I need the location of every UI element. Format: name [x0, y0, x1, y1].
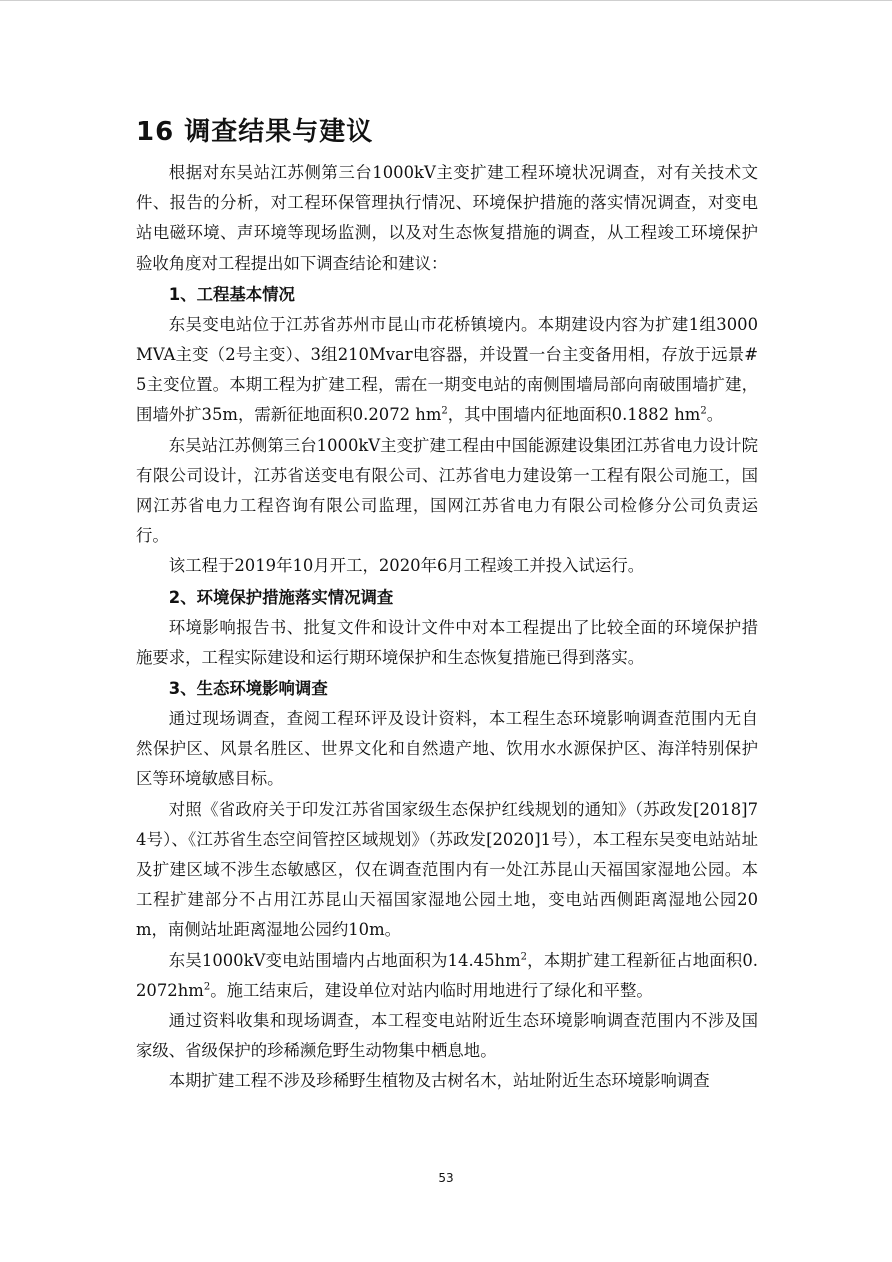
superscript-2: 2: [441, 405, 448, 417]
paragraph-3-3-text-a: 东吴1000kV变电站围墙内占地面积为14.45hm: [168, 950, 521, 970]
paragraph-1-1: [136, 310, 758, 431]
subsection-title-1: 1、工程基本情况: [168, 284, 295, 304]
section-heading: 16 调查结果与建议: [136, 117, 374, 147]
top-border-line: [0, 0, 892, 1]
subsection-title-3: 3、生态环境影响调查: [168, 679, 328, 699]
superscript-2: 2: [203, 981, 211, 993]
paragraph-3-3-text-b: ，本期扩建工程新征占地面积0.2072hm: [136, 950, 758, 1000]
paragraph-2-1: 环境影响报告书、批复文件和设计文件中对本工程提出了比较全面的环境保护措施要求，工程实际建设和运行期环境保护和生态恢复措施已得到落实。: [136, 617, 758, 667]
page-number: 53: [438, 1171, 454, 1185]
paragraph-3-5: 本期扩建工程不涉及珍稀野生植物及古树名木，站址附近生态环境影响调查: [168, 1071, 710, 1091]
superscript-2: 2: [520, 951, 528, 963]
paragraph-3-2: 对照《省政府关于印发江苏省国家级生态保护红线规划的通知》（苏政发[2018]74号）、《江苏省生态空间管控区域规划》（苏政发[2020]1号），本工程东吴变电站站址及扩建区域不涉生态敏感区，仅在调查范围内有一处江苏昆山天福国家湿地公园。本工程扩建部分不占用江苏昆山天福国家湿地公园土地，变电站西侧距离湿地公园20m，南侧站址距离湿地公园约10m。: [136, 799, 758, 940]
paragraph-1-1-text-a: 东吴变电站位于江苏省苏州市昆山市花桥镇境内。本期建设内容为扩建1组3000MVA主变（2号主变）、3组210Mvar电容器，并设置一台主变备用相，存放于远景#5主变位置。本期工程为扩建工程，需在一期变电站的南侧围墙局部向南破围墙扩建，围墙外扩35m，需新征地面积0.2072 hm: [136, 314, 758, 425]
superscript-2: 2: [700, 405, 707, 417]
paragraph-1-3: 该工程于2019年10月开工，2020年6月工程竣工并投入试运行。: [168, 556, 645, 576]
intro-paragraph: 根据对东吴站江苏侧第三台1000kV主变扩建工程环境状况调查，对有关技术文件、报告的分析，对工程环保管理执行情况、环境保护措施的落实情况调查，对变电站电磁环境、声环境等现场监测，以及对生态恢复措施的调查，从工程竣工环境保护验收角度对工程提出如下调查结论和建议：: [136, 163, 758, 273]
paragraph-3-3-text-c: 。施工结束后，建设单位对站内临时用地进行了绿化和平整。: [210, 980, 653, 1000]
paragraph-3-3: [136, 946, 758, 1006]
paragraph-1-1-text-b: ，其中围墙内征地面积0.1882 hm: [447, 405, 701, 425]
paragraph-3-4: 通过资料收集和现场调查，本工程变电站附近生态环境影响调查范围内不涉及国家级、省级保护的珍稀濒危野生动物集中栖息地。: [136, 1011, 758, 1061]
paragraph-1-2: 东吴站江苏侧第三台1000kV主变扩建工程由中国能源建设集团江苏省电力设计院有限公司设计，江苏省送变电有限公司、江苏省电力建设第一工程有限公司施工，国网江苏省电力工程咨询有限公司监理，国网江苏省电力有限公司检修分公司负责运行。: [136, 435, 758, 546]
subsection-title-2: 2、环境保护措施落实情况调查: [168, 587, 394, 607]
body-text: [136, 158, 758, 1097]
paragraph-1-1-text-c: 。: [706, 405, 724, 425]
paragraph-3-1: 通过现场调查，查阅工程环评及设计资料，本工程生态环境影响调查范围内无自然保护区、风景名胜区、世界文化和自然遗产地、饮用水水源保护区、海洋特别保护区等环境敏感目标。: [136, 709, 758, 789]
